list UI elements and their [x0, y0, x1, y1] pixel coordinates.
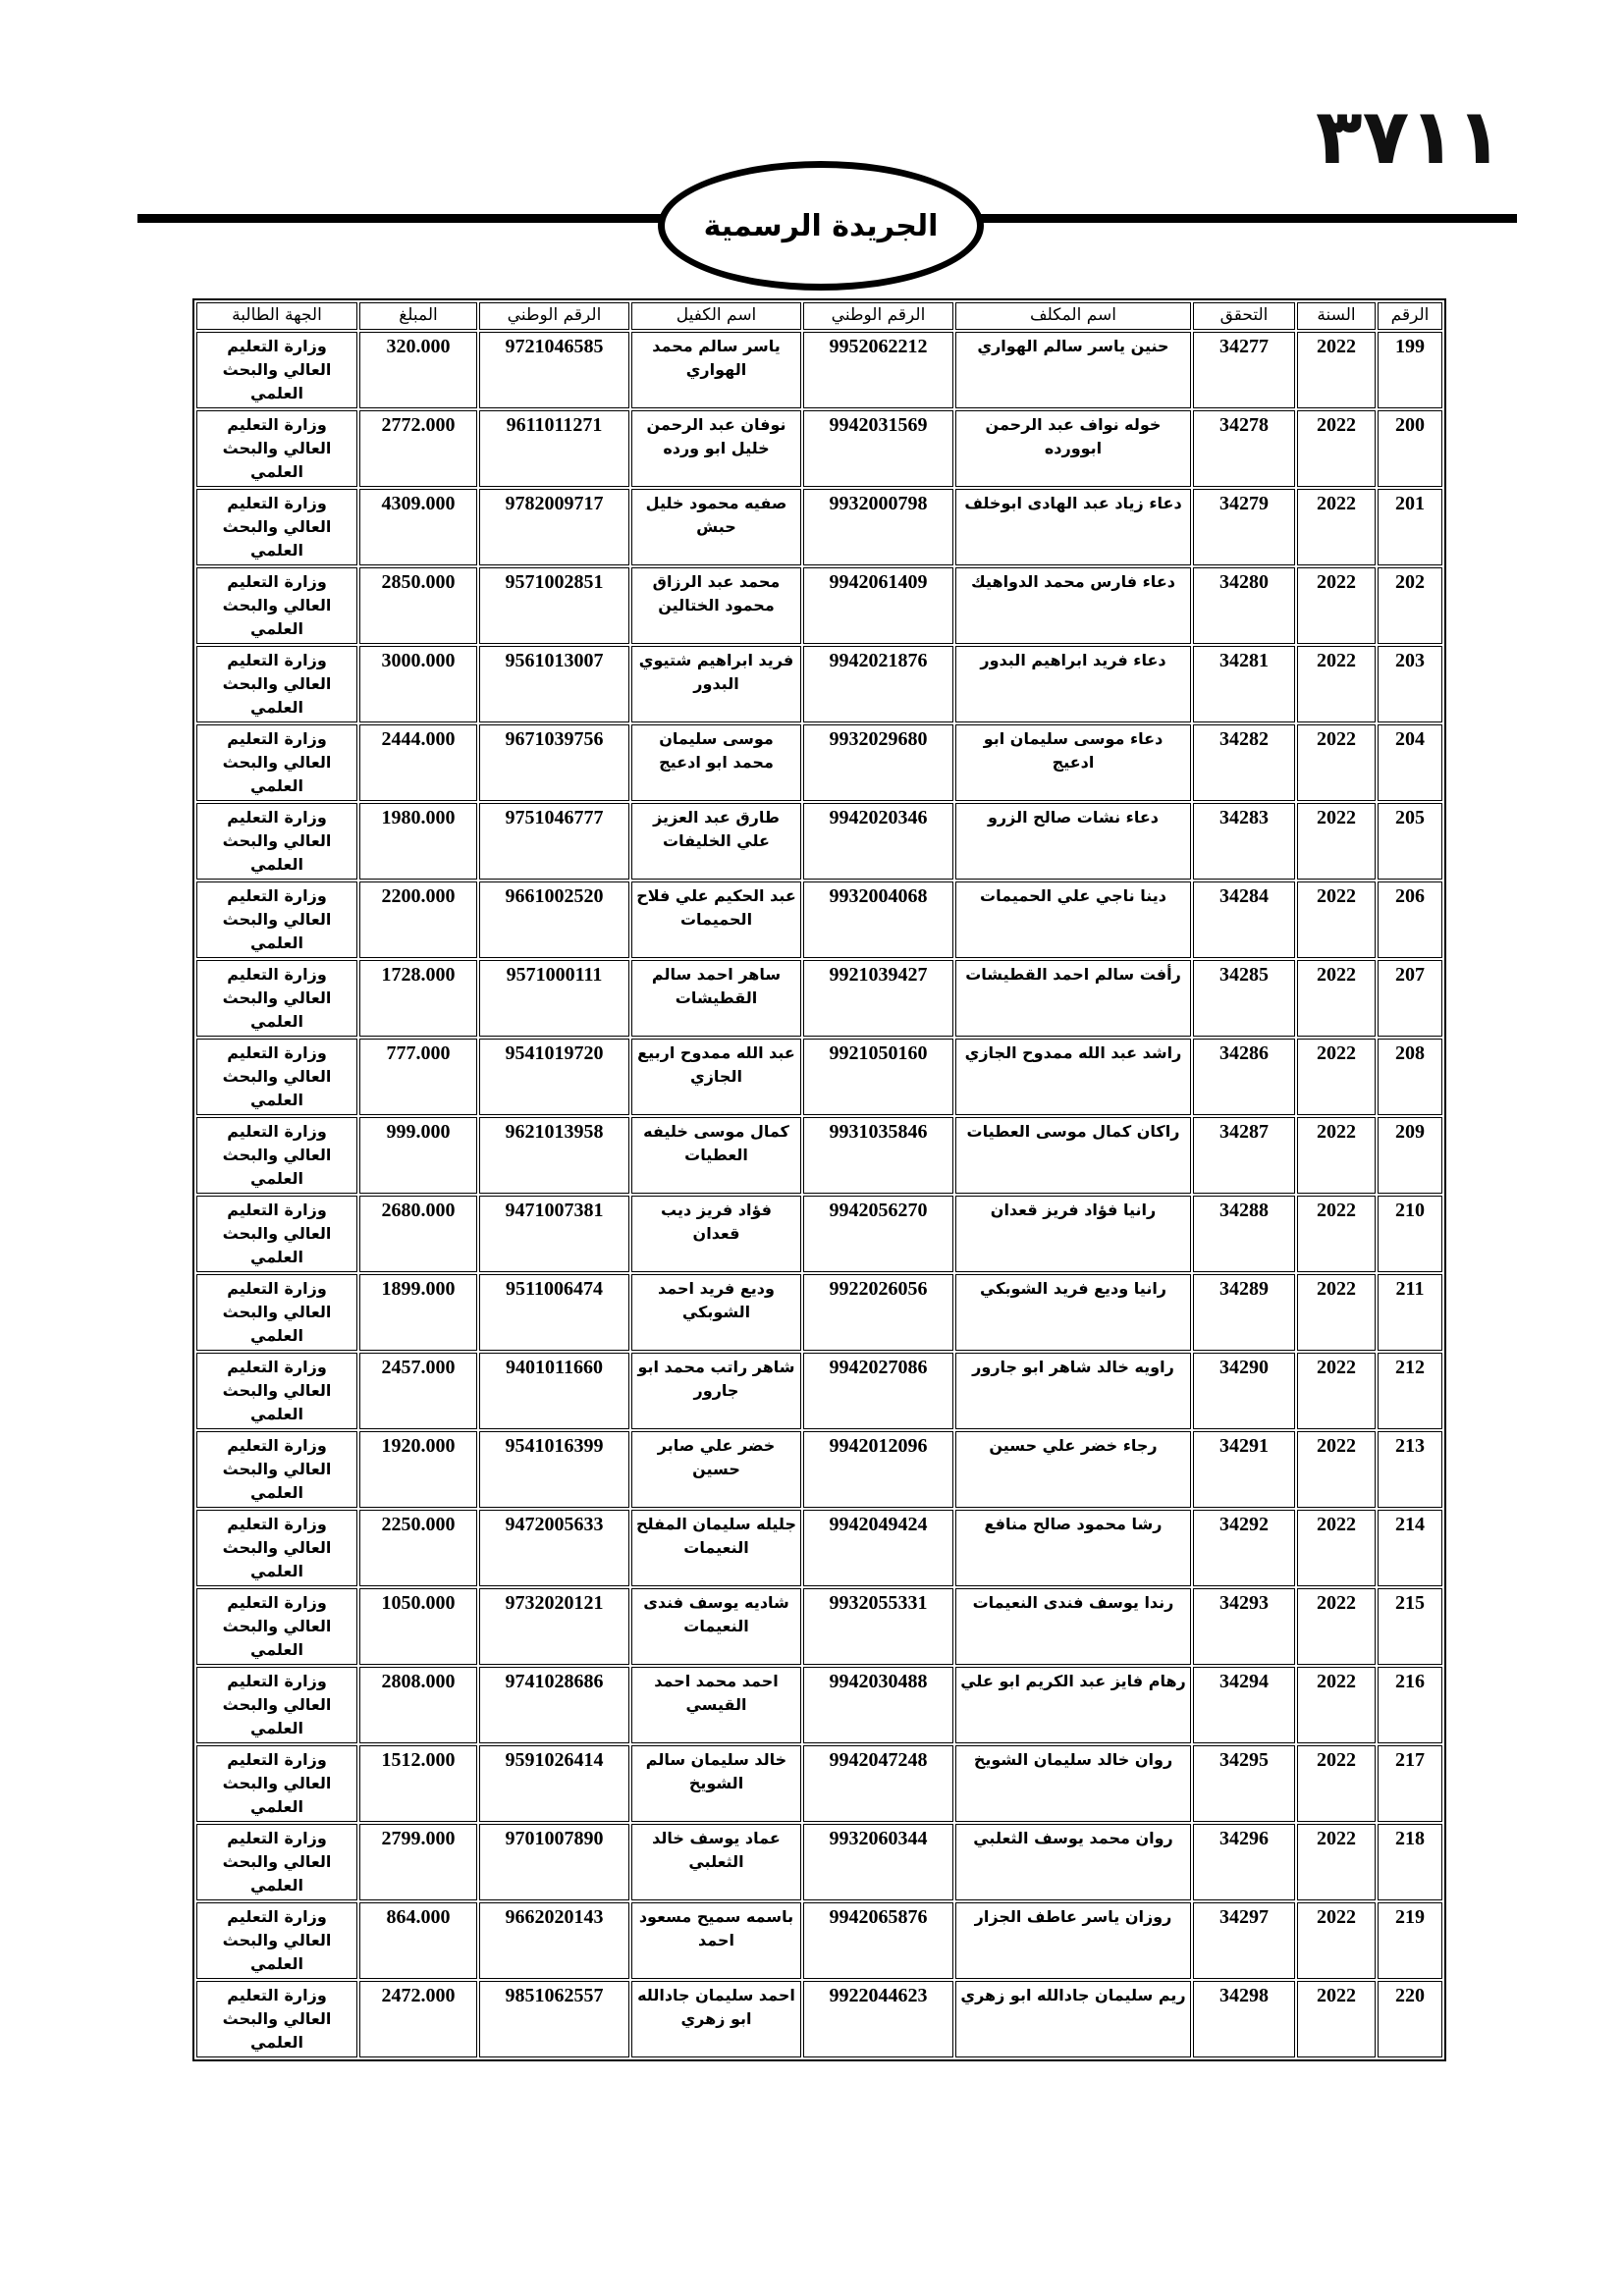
person-name-cell: دعاء موسى سليمان ابو ادعيج	[955, 724, 1191, 801]
national-id-cell: 9932004068	[803, 881, 953, 958]
person-name-cell: رشا محمود صالح منافع	[955, 1510, 1191, 1586]
department-cell: وزارة التعليم العالي والبحث العلمي	[196, 1510, 357, 1586]
table-row	[196, 646, 1442, 722]
table-row	[196, 1431, 1442, 1508]
guarantor-national-id-cell: 9401011660	[479, 1353, 629, 1429]
table-row	[196, 332, 1442, 408]
guarantor-national-id-cell: 9661002520	[479, 881, 629, 958]
amount-cell: 864.000	[359, 1902, 477, 1979]
guarantor-name-cell: احمد سليمان جادالله ابو زهري	[631, 1981, 801, 2057]
year-cell: 2022	[1297, 567, 1376, 644]
department-cell: وزارة التعليم العالي والبحث العلمي	[196, 803, 357, 880]
table-row	[196, 1981, 1442, 2057]
guarantor-name-cell: وديع فريد احمد الشوبكي	[631, 1274, 801, 1351]
person-name-cell: رندا يوسف فندى النعيمات	[955, 1588, 1191, 1665]
amount-cell: 1512.000	[359, 1745, 477, 1822]
row-number-cell: 203	[1378, 646, 1442, 722]
check-number-cell: 34297	[1193, 1902, 1295, 1979]
col-header-guarantor: اسم الكفيل	[631, 302, 801, 330]
col-header-amount: المبلغ	[359, 302, 477, 330]
department-cell: وزارة التعليم العالي والبحث العلمي	[196, 410, 357, 487]
col-header-year: السنة	[1297, 302, 1376, 330]
person-name-cell: رانيا فؤاد فريز قعدان	[955, 1196, 1191, 1272]
guarantor-national-id-cell: 9721046585	[479, 332, 629, 408]
amount-cell: 2444.000	[359, 724, 477, 801]
guarantor-national-id-cell: 9541016399	[479, 1431, 629, 1508]
national-id-cell: 9942021876	[803, 646, 953, 722]
person-name-cell: ريم سليمان جادالله ابو زهري	[955, 1981, 1191, 2057]
check-number-cell: 34281	[1193, 646, 1295, 722]
guarantor-name-cell: نوفان عبد الرحمن خليل ابو ورده	[631, 410, 801, 487]
table-row	[196, 1745, 1442, 1822]
national-id-cell: 9952062212	[803, 332, 953, 408]
amount-cell: 2808.000	[359, 1667, 477, 1743]
guarantor-national-id-cell: 9571002851	[479, 567, 629, 644]
check-number-cell: 34295	[1193, 1745, 1295, 1822]
amount-cell: 2200.000	[359, 881, 477, 958]
guarantor-national-id-cell: 9611011271	[479, 410, 629, 487]
national-id-cell: 9942020346	[803, 803, 953, 880]
check-number-cell: 34286	[1193, 1039, 1295, 1115]
national-id-cell: 9942031569	[803, 410, 953, 487]
department-cell: وزارة التعليم العالي والبحث العلمي	[196, 1745, 357, 1822]
department-cell: وزارة التعليم العالي والبحث العلمي	[196, 1117, 357, 1194]
department-cell: وزارة التعليم العالي والبحث العلمي	[196, 881, 357, 958]
guarantor-name-cell: عماد يوسف خالد الثعلبي	[631, 1824, 801, 1900]
year-cell: 2022	[1297, 1196, 1376, 1272]
guarantor-national-id-cell: 9621013958	[479, 1117, 629, 1194]
year-cell: 2022	[1297, 803, 1376, 880]
guarantor-national-id-cell: 9662020143	[479, 1902, 629, 1979]
year-cell: 2022	[1297, 724, 1376, 801]
check-number-cell: 34292	[1193, 1510, 1295, 1586]
row-number-cell: 204	[1378, 724, 1442, 801]
year-cell: 2022	[1297, 646, 1376, 722]
guarantor-national-id-cell: 9732020121	[479, 1588, 629, 1665]
page-number: ٣٧١١	[1316, 93, 1503, 182]
amount-cell: 1050.000	[359, 1588, 477, 1665]
guarantor-national-id-cell: 9851062557	[479, 1981, 629, 2057]
table-row	[196, 489, 1442, 565]
col-header-department: الجهة الطالبة	[196, 302, 357, 330]
row-number-cell: 208	[1378, 1039, 1442, 1115]
table-row	[196, 803, 1442, 880]
national-id-cell: 9942061409	[803, 567, 953, 644]
table-row	[196, 1117, 1442, 1194]
guarantor-national-id-cell: 9671039756	[479, 724, 629, 801]
table-row	[196, 1039, 1442, 1115]
check-number-cell: 34285	[1193, 960, 1295, 1037]
table-row	[196, 1667, 1442, 1743]
check-number-cell: 34284	[1193, 881, 1295, 958]
guarantor-name-cell: فريد ابراهيم شتيوي البدور	[631, 646, 801, 722]
national-id-cell: 9922044623	[803, 1981, 953, 2057]
check-number-cell: 34278	[1193, 410, 1295, 487]
col-header-guarantor-id: الرقم الوطني	[479, 302, 629, 330]
guarantor-national-id-cell: 9561013007	[479, 646, 629, 722]
department-cell: وزارة التعليم العالي والبحث العلمي	[196, 489, 357, 565]
amount-cell: 1980.000	[359, 803, 477, 880]
department-cell: وزارة التعليم العالي والبحث العلمي	[196, 960, 357, 1037]
guarantor-name-cell: ساهر احمد سالم القطيشات	[631, 960, 801, 1037]
person-name-cell: راويه خالد شاهر ابو جارور	[955, 1353, 1191, 1429]
title-ellipse	[658, 161, 984, 291]
amount-cell: 1920.000	[359, 1431, 477, 1508]
person-name-cell: رجاء خضر علي حسين	[955, 1431, 1191, 1508]
person-name-cell: رانيا وديع فريد الشوبكي	[955, 1274, 1191, 1351]
guarantor-name-cell: جليله سليمان المفلح النعيمات	[631, 1510, 801, 1586]
check-number-cell: 34288	[1193, 1196, 1295, 1272]
amount-cell: 2799.000	[359, 1824, 477, 1900]
guarantor-national-id-cell: 9571000111	[479, 960, 629, 1037]
row-number-cell: 213	[1378, 1431, 1442, 1508]
guarantor-national-id-cell: 9471007381	[479, 1196, 629, 1272]
amount-cell: 320.000	[359, 332, 477, 408]
row-number-cell: 200	[1378, 410, 1442, 487]
guarantor-national-id-cell: 9591026414	[479, 1745, 629, 1822]
guarantor-national-id-cell: 9782009717	[479, 489, 629, 565]
guarantor-name-cell: شاهر راتب محمد ابو جارور	[631, 1353, 801, 1429]
department-cell: وزارة التعليم العالي والبحث العلمي	[196, 1196, 357, 1272]
person-name-cell: دعاء فريد ابراهيم البدور	[955, 646, 1191, 722]
amount-cell: 4309.000	[359, 489, 477, 565]
person-name-cell: دعاء نشات صالح الزرو	[955, 803, 1191, 880]
person-name-cell: راكان كمال موسى العطيات	[955, 1117, 1191, 1194]
row-number-cell: 207	[1378, 960, 1442, 1037]
guarantor-name-cell: خضر علي صابر حسين	[631, 1431, 801, 1508]
table-row	[196, 1902, 1442, 1979]
department-cell: وزارة التعليم العالي والبحث العلمي	[196, 1981, 357, 2057]
table-row	[196, 724, 1442, 801]
year-cell: 2022	[1297, 960, 1376, 1037]
year-cell: 2022	[1297, 1824, 1376, 1900]
year-cell: 2022	[1297, 1745, 1376, 1822]
row-number-cell: 212	[1378, 1353, 1442, 1429]
department-cell: وزارة التعليم العالي والبحث العلمي	[196, 1039, 357, 1115]
col-header-national-id: الرقم الوطني	[803, 302, 953, 330]
national-id-cell: 9932055331	[803, 1588, 953, 1665]
table-row	[196, 960, 1442, 1037]
table-header-row	[196, 302, 1442, 330]
row-number-cell: 205	[1378, 803, 1442, 880]
amount-cell: 3000.000	[359, 646, 477, 722]
row-number-cell: 202	[1378, 567, 1442, 644]
data-table	[192, 298, 1446, 2061]
table-row	[196, 1196, 1442, 1272]
check-number-cell: 34279	[1193, 489, 1295, 565]
check-number-cell: 34283	[1193, 803, 1295, 880]
person-name-cell: دينا ناجي علي الحميمات	[955, 881, 1191, 958]
check-number-cell: 34277	[1193, 332, 1295, 408]
department-cell: وزارة التعليم العالي والبحث العلمي	[196, 1588, 357, 1665]
national-id-cell: 9942047248	[803, 1745, 953, 1822]
department-cell: وزارة التعليم العالي والبحث العلمي	[196, 1667, 357, 1743]
amount-cell: 2457.000	[359, 1353, 477, 1429]
amount-cell: 2472.000	[359, 1981, 477, 2057]
guarantor-name-cell: كمال موسى خليفه العطيات	[631, 1117, 801, 1194]
amount-cell: 1899.000	[359, 1274, 477, 1351]
person-name-cell: رهام فايز عبد الكريم ابو علي	[955, 1667, 1191, 1743]
guarantor-national-id-cell: 9701007890	[479, 1824, 629, 1900]
amount-cell: 2680.000	[359, 1196, 477, 1272]
person-name-cell: روان محمد يوسف الثعلبي	[955, 1824, 1191, 1900]
row-number-cell: 215	[1378, 1588, 1442, 1665]
row-number-cell: 218	[1378, 1824, 1442, 1900]
table-row	[196, 1588, 1442, 1665]
year-cell: 2022	[1297, 1588, 1376, 1665]
national-id-cell: 9932000798	[803, 489, 953, 565]
row-number-cell: 199	[1378, 332, 1442, 408]
person-name-cell: راشد عبد الله ممدوح الجازي	[955, 1039, 1191, 1115]
department-cell: وزارة التعليم العالي والبحث العلمي	[196, 1274, 357, 1351]
year-cell: 2022	[1297, 1274, 1376, 1351]
row-number-cell: 220	[1378, 1981, 1442, 2057]
row-number-cell: 216	[1378, 1667, 1442, 1743]
person-name-cell: خوله نواف عبد الرحمن ابوورده	[955, 410, 1191, 487]
department-cell: وزارة التعليم العالي والبحث العلمي	[196, 1824, 357, 1900]
publication-title: الجريدة الرسمية	[703, 208, 939, 243]
col-header-check: التحقق	[1193, 302, 1295, 330]
check-number-cell: 34290	[1193, 1353, 1295, 1429]
national-id-cell: 9942027086	[803, 1353, 953, 1429]
guarantor-name-cell: باسمه سميح مسعود احمد	[631, 1902, 801, 1979]
department-cell: وزارة التعليم العالي والبحث العلمي	[196, 1902, 357, 1979]
guarantor-name-cell: عبد الحكيم علي فلاح الحميمات	[631, 881, 801, 958]
row-number-cell: 206	[1378, 881, 1442, 958]
year-cell: 2022	[1297, 489, 1376, 565]
guarantor-name-cell: محمد عبد الرزاق محمود الختالين	[631, 567, 801, 644]
check-number-cell: 34280	[1193, 567, 1295, 644]
table-row	[196, 410, 1442, 487]
year-cell: 2022	[1297, 332, 1376, 408]
amount-cell: 2772.000	[359, 410, 477, 487]
person-name-cell: دعاء فارس محمد الدواهيك	[955, 567, 1191, 644]
guarantor-name-cell: طارق عبد العزيز علي الخليفات	[631, 803, 801, 880]
guarantor-name-cell: خالد سليمان سالم الشويخ	[631, 1745, 801, 1822]
guarantor-national-id-cell: 9511006474	[479, 1274, 629, 1351]
guarantor-national-id-cell: 9541019720	[479, 1039, 629, 1115]
year-cell: 2022	[1297, 410, 1376, 487]
guarantor-name-cell: احمد محمد احمد القيسي	[631, 1667, 801, 1743]
year-cell: 2022	[1297, 1039, 1376, 1115]
check-number-cell: 34291	[1193, 1431, 1295, 1508]
amount-cell: 999.000	[359, 1117, 477, 1194]
national-id-cell: 9921039427	[803, 960, 953, 1037]
amount-cell: 2850.000	[359, 567, 477, 644]
person-name-cell: روزان ياسر عاطف الجزار	[955, 1902, 1191, 1979]
row-number-cell: 211	[1378, 1274, 1442, 1351]
year-cell: 2022	[1297, 1353, 1376, 1429]
national-id-cell: 9921050160	[803, 1039, 953, 1115]
check-number-cell: 34282	[1193, 724, 1295, 801]
table-row	[196, 1510, 1442, 1586]
department-cell: وزارة التعليم العالي والبحث العلمي	[196, 1353, 357, 1429]
row-number-cell: 210	[1378, 1196, 1442, 1272]
col-header-name: اسم المكلف	[955, 302, 1191, 330]
check-number-cell: 34298	[1193, 1981, 1295, 2057]
amount-cell: 2250.000	[359, 1510, 477, 1586]
row-number-cell: 209	[1378, 1117, 1442, 1194]
national-id-cell: 9942012096	[803, 1431, 953, 1508]
year-cell: 2022	[1297, 1902, 1376, 1979]
check-number-cell: 34294	[1193, 1667, 1295, 1743]
national-id-cell: 9942030488	[803, 1667, 953, 1743]
department-cell: وزارة التعليم العالي والبحث العلمي	[196, 1431, 357, 1508]
department-cell: وزارة التعليم العالي والبحث العلمي	[196, 646, 357, 722]
table-row	[196, 881, 1442, 958]
col-header-number: الرقم	[1378, 302, 1442, 330]
person-name-cell: دعاء زياد عبد الهادى ابوخلف	[955, 489, 1191, 565]
year-cell: 2022	[1297, 1667, 1376, 1743]
year-cell: 2022	[1297, 881, 1376, 958]
department-cell: وزارة التعليم العالي والبحث العلمي	[196, 567, 357, 644]
national-id-cell: 9932060344	[803, 1824, 953, 1900]
national-id-cell: 9932029680	[803, 724, 953, 801]
check-number-cell: 34293	[1193, 1588, 1295, 1665]
table-row	[196, 1274, 1442, 1351]
table-row	[196, 567, 1442, 644]
guarantor-name-cell: عبد الله ممدوح اربيع الجازي	[631, 1039, 801, 1115]
guarantor-name-cell: فؤاد فريز ديب قعدان	[631, 1196, 801, 1272]
guarantor-national-id-cell: 9472005633	[479, 1510, 629, 1586]
check-number-cell: 34289	[1193, 1274, 1295, 1351]
department-cell: وزارة التعليم العالي والبحث العلمي	[196, 724, 357, 801]
guarantor-name-cell: صفيه محمود خليل حبش	[631, 489, 801, 565]
amount-cell: 777.000	[359, 1039, 477, 1115]
person-name-cell: روان خالد سليمان الشويخ	[955, 1745, 1191, 1822]
national-id-cell: 9942056270	[803, 1196, 953, 1272]
guarantor-name-cell: موسى سليمان محمد ابو ادعيج	[631, 724, 801, 801]
guarantor-national-id-cell: 9741028686	[479, 1667, 629, 1743]
year-cell: 2022	[1297, 1981, 1376, 2057]
guarantor-name-cell: ياسر سالم محمد الهواري	[631, 332, 801, 408]
table-row	[196, 1353, 1442, 1429]
row-number-cell: 214	[1378, 1510, 1442, 1586]
person-name-cell: رأفت سالم احمد القطيشات	[955, 960, 1191, 1037]
year-cell: 2022	[1297, 1510, 1376, 1586]
row-number-cell: 201	[1378, 489, 1442, 565]
amount-cell: 1728.000	[359, 960, 477, 1037]
year-cell: 2022	[1297, 1117, 1376, 1194]
national-id-cell: 9942065876	[803, 1902, 953, 1979]
row-number-cell: 217	[1378, 1745, 1442, 1822]
guarantor-name-cell: شاديه يوسف فندى النعيمات	[631, 1588, 801, 1665]
national-id-cell: 9922026056	[803, 1274, 953, 1351]
guarantor-national-id-cell: 9751046777	[479, 803, 629, 880]
table-row	[196, 1824, 1442, 1900]
row-number-cell: 219	[1378, 1902, 1442, 1979]
year-cell: 2022	[1297, 1431, 1376, 1508]
check-number-cell: 34287	[1193, 1117, 1295, 1194]
national-id-cell: 9942049424	[803, 1510, 953, 1586]
national-id-cell: 9931035846	[803, 1117, 953, 1194]
person-name-cell: حنين ياسر سالم الهواري	[955, 332, 1191, 408]
check-number-cell: 34296	[1193, 1824, 1295, 1900]
department-cell: وزارة التعليم العالي والبحث العلمي	[196, 332, 357, 408]
